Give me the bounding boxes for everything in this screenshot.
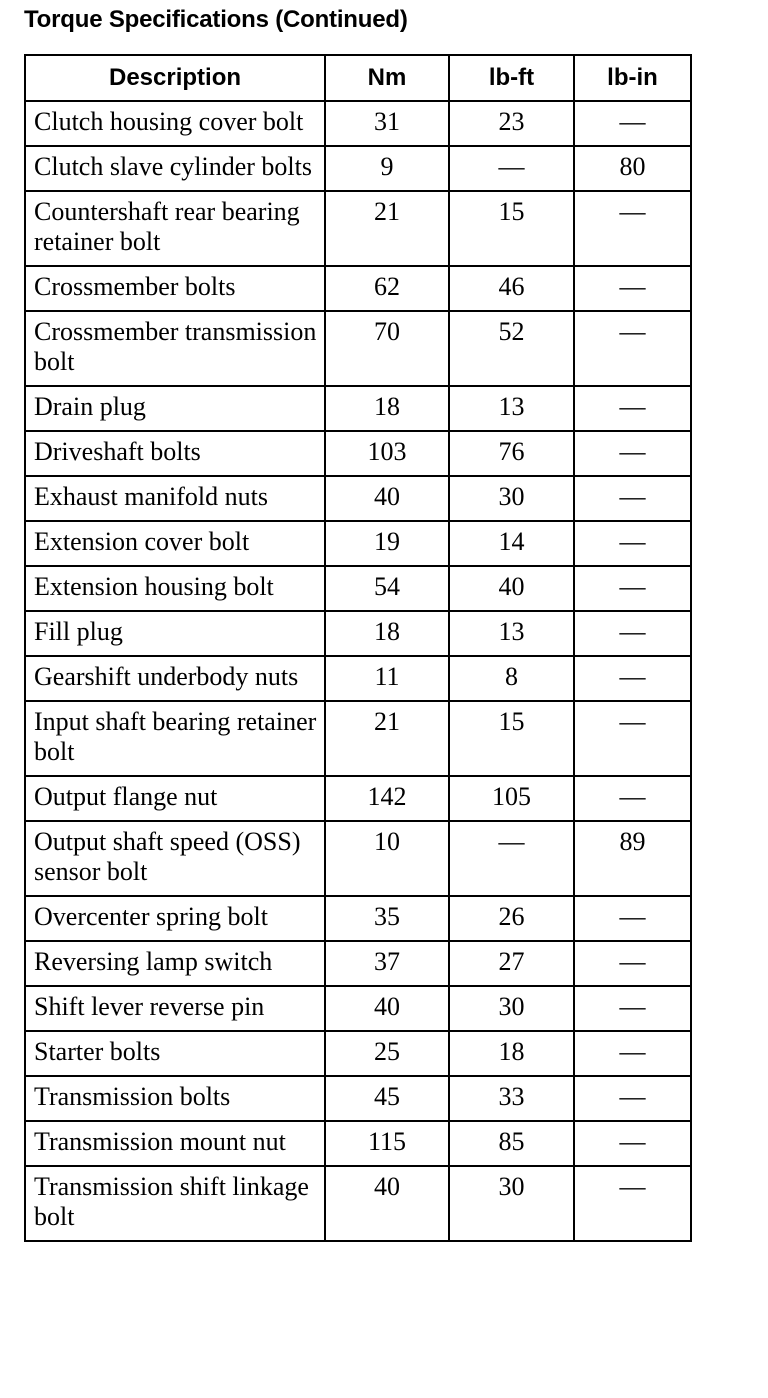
- cell-lbft: 15: [449, 701, 574, 776]
- cell-lbft: 33: [449, 1076, 574, 1121]
- cell-lbft: 27: [449, 941, 574, 986]
- cell-lbin: —: [574, 776, 691, 821]
- cell-nm: 10: [325, 821, 449, 896]
- table-row: [25, 311, 691, 386]
- table-row: [25, 146, 691, 191]
- cell-description: Transmission shift linkage bolt: [25, 1166, 325, 1241]
- table-row: [25, 776, 691, 821]
- cell-lbft: 105: [449, 776, 574, 821]
- table-row: [25, 431, 691, 476]
- cell-lbin: 89: [574, 821, 691, 896]
- cell-lbft: 14: [449, 521, 574, 566]
- cell-lbft: 85: [449, 1121, 574, 1166]
- cell-nm: 40: [325, 476, 449, 521]
- cell-nm: 35: [325, 896, 449, 941]
- cell-lbft: 15: [449, 191, 574, 266]
- cell-lbin: —: [574, 656, 691, 701]
- cell-nm: 11: [325, 656, 449, 701]
- cell-description: Drain plug: [25, 386, 325, 431]
- table-row: [25, 821, 691, 896]
- cell-description: Crossmember bolts: [25, 266, 325, 311]
- cell-lbft: 40: [449, 566, 574, 611]
- table-row: [25, 386, 691, 431]
- cell-lbin: —: [574, 101, 691, 146]
- cell-nm: 9: [325, 146, 449, 191]
- cell-lbft: 30: [449, 986, 574, 1031]
- table-row: [25, 521, 691, 566]
- cell-lbft: 8: [449, 656, 574, 701]
- table-row: [25, 701, 691, 776]
- table-row: [25, 566, 691, 611]
- cell-nm: 103: [325, 431, 449, 476]
- cell-lbft: —: [449, 821, 574, 896]
- table-row: [25, 1076, 691, 1121]
- cell-lbin: —: [574, 986, 691, 1031]
- header-nm: Nm: [325, 55, 449, 101]
- cell-description: Exhaust manifold nuts: [25, 476, 325, 521]
- table-row: [25, 476, 691, 521]
- cell-description: Starter bolts: [25, 1031, 325, 1076]
- cell-lbft: 76: [449, 431, 574, 476]
- cell-lbin: —: [574, 1166, 691, 1241]
- cell-lbin: —: [574, 1076, 691, 1121]
- cell-description: Transmission bolts: [25, 1076, 325, 1121]
- cell-lbft: 13: [449, 611, 574, 656]
- cell-lbin: —: [574, 386, 691, 431]
- cell-lbft: 13: [449, 386, 574, 431]
- cell-nm: 70: [325, 311, 449, 386]
- cell-lbin: —: [574, 1031, 691, 1076]
- cell-nm: 25: [325, 1031, 449, 1076]
- cell-nm: 54: [325, 566, 449, 611]
- cell-description: Reversing lamp switch: [25, 941, 325, 986]
- table-row: [25, 266, 691, 311]
- cell-description: Output shaft speed (OSS) sensor bolt: [25, 821, 325, 896]
- cell-description: Shift lever reverse pin: [25, 986, 325, 1031]
- cell-lbin: —: [574, 1121, 691, 1166]
- cell-nm: 45: [325, 1076, 449, 1121]
- cell-description: Output flange nut: [25, 776, 325, 821]
- cell-nm: 142: [325, 776, 449, 821]
- table-row: [25, 1121, 691, 1166]
- cell-description: Countershaft rear bearing retainer bolt: [25, 191, 325, 266]
- table-row: [25, 611, 691, 656]
- table-row: [25, 656, 691, 701]
- cell-nm: 18: [325, 386, 449, 431]
- page-title: Torque Specifications (Continued): [24, 6, 408, 33]
- cell-lbin: —: [574, 476, 691, 521]
- cell-lbin: —: [574, 266, 691, 311]
- cell-lbin: —: [574, 941, 691, 986]
- table-row: [25, 986, 691, 1031]
- cell-nm: 40: [325, 986, 449, 1031]
- cell-lbin: 80: [574, 146, 691, 191]
- cell-nm: 21: [325, 701, 449, 776]
- table-row: [25, 1031, 691, 1076]
- cell-nm: 37: [325, 941, 449, 986]
- cell-lbin: —: [574, 896, 691, 941]
- cell-lbin: —: [574, 701, 691, 776]
- cell-lbin: —: [574, 521, 691, 566]
- table-row: [25, 941, 691, 986]
- cell-lbft: 18: [449, 1031, 574, 1076]
- cell-nm: 21: [325, 191, 449, 266]
- cell-nm: 31: [325, 101, 449, 146]
- cell-nm: 40: [325, 1166, 449, 1241]
- cell-description: Extension cover bolt: [25, 521, 325, 566]
- cell-lbin: —: [574, 611, 691, 656]
- table-row: [25, 896, 691, 941]
- table-row: [25, 1166, 691, 1241]
- cell-lbft: 30: [449, 476, 574, 521]
- cell-description: Clutch housing cover bolt: [25, 101, 325, 146]
- table-row: [25, 191, 691, 266]
- header-description: Description: [25, 55, 325, 101]
- cell-description: Overcenter spring bolt: [25, 896, 325, 941]
- cell-description: Extension housing bolt: [25, 566, 325, 611]
- table-header-row: [25, 55, 691, 101]
- cell-description: Gearshift underbody nuts: [25, 656, 325, 701]
- cell-lbft: 46: [449, 266, 574, 311]
- cell-description: Transmission mount nut: [25, 1121, 325, 1166]
- cell-lbft: 23: [449, 101, 574, 146]
- cell-nm: 18: [325, 611, 449, 656]
- cell-description: Fill plug: [25, 611, 325, 656]
- cell-lbin: —: [574, 311, 691, 386]
- table-row: [25, 101, 691, 146]
- header-lbin: lb-in: [574, 55, 691, 101]
- cell-lbft: —: [449, 146, 574, 191]
- cell-description: Driveshaft bolts: [25, 431, 325, 476]
- cell-description: Input shaft bearing retainer bolt: [25, 701, 325, 776]
- cell-lbin: —: [574, 566, 691, 611]
- torque-spec-table: [24, 54, 692, 1242]
- cell-nm: 19: [325, 521, 449, 566]
- cell-lbin: —: [574, 191, 691, 266]
- cell-description: Clutch slave cylinder bolts: [25, 146, 325, 191]
- cell-description: Crossmember transmission bolt: [25, 311, 325, 386]
- cell-nm: 62: [325, 266, 449, 311]
- cell-lbft: 52: [449, 311, 574, 386]
- header-lbft: lb-ft: [449, 55, 574, 101]
- cell-nm: 115: [325, 1121, 449, 1166]
- cell-lbft: 30: [449, 1166, 574, 1241]
- cell-lbin: —: [574, 431, 691, 476]
- cell-lbft: 26: [449, 896, 574, 941]
